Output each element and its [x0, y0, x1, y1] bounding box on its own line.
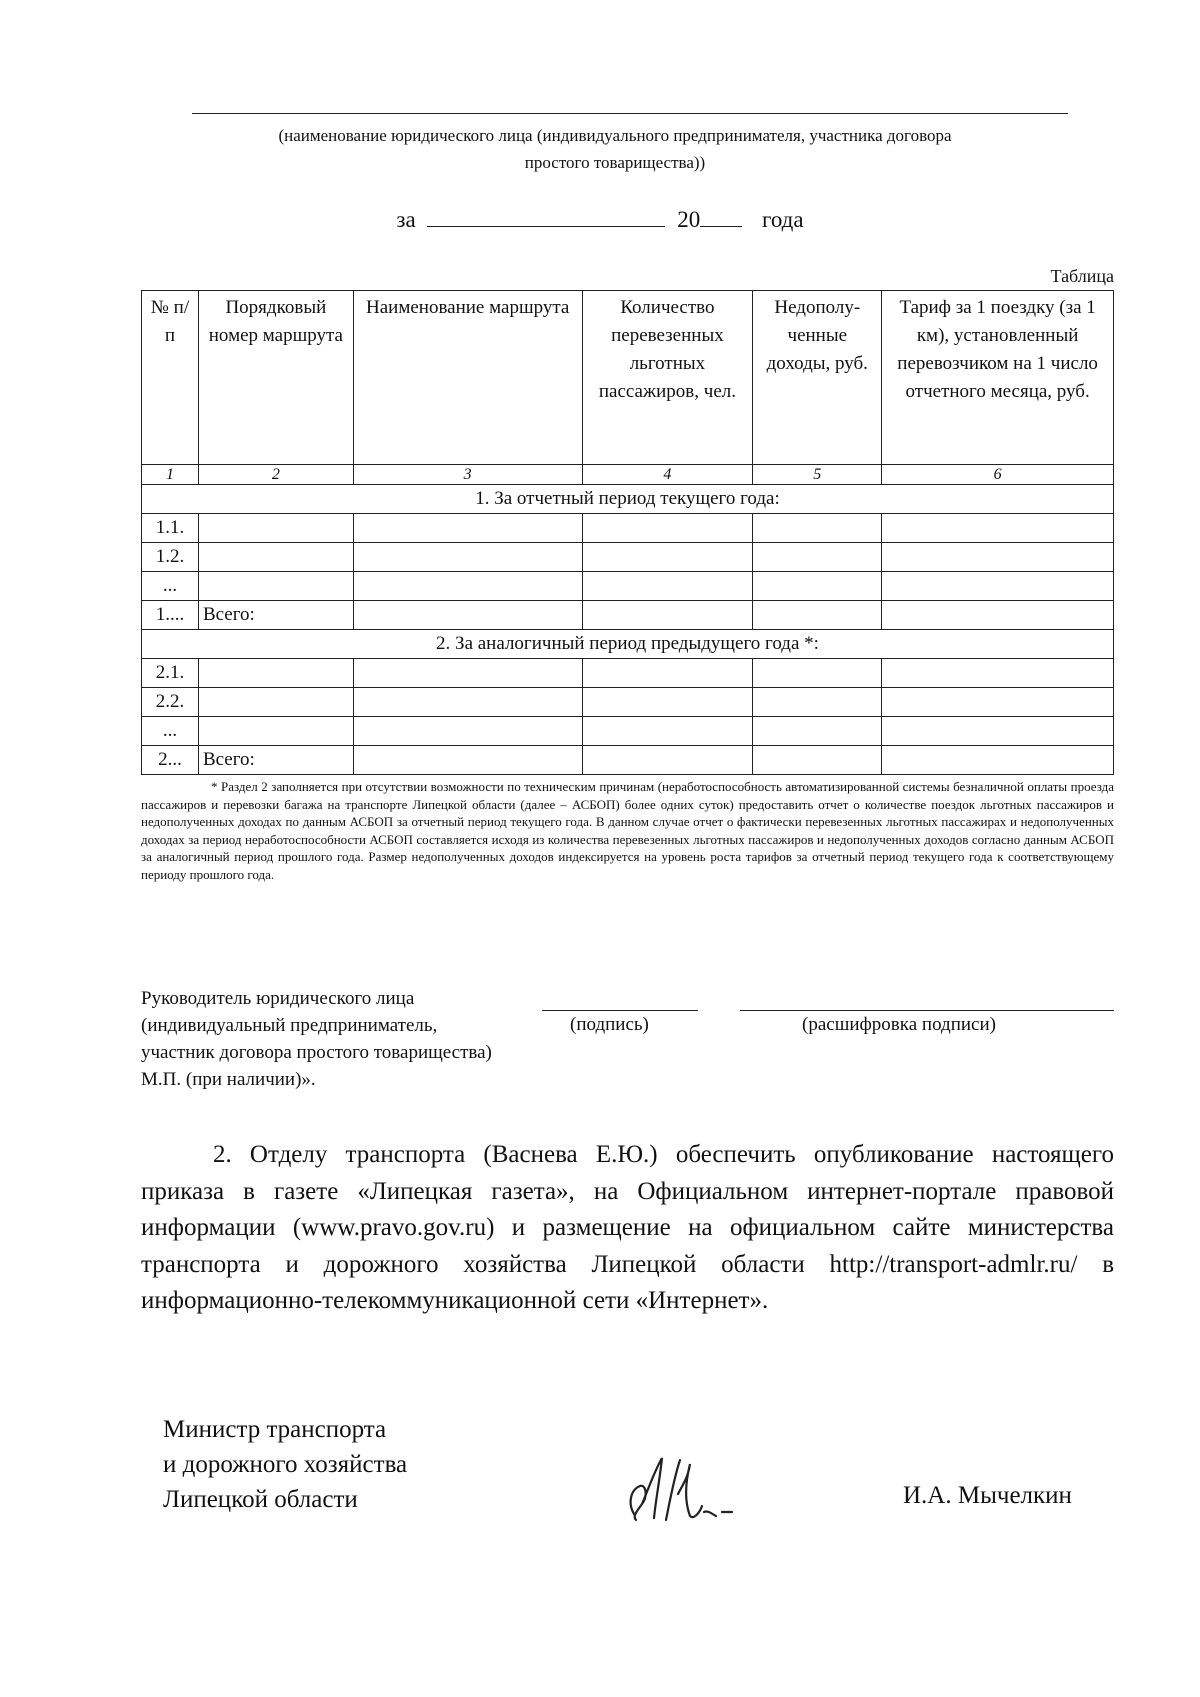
column-number: 6 [882, 465, 1114, 485]
signature-block-line2: (индивидуальный предприниматель, [141, 1015, 438, 1036]
column-number: 2 [198, 465, 353, 485]
cell [582, 514, 753, 543]
period-prefix: за [396, 207, 416, 232]
table-row [142, 688, 1114, 717]
route-number-cell [198, 688, 353, 717]
row-number: ... [142, 572, 199, 601]
column-number-row [142, 465, 1114, 485]
cell [753, 717, 882, 746]
cell [582, 572, 753, 601]
route-number-cell [198, 659, 353, 688]
cell [753, 601, 882, 630]
cell [353, 543, 582, 572]
route-number-cell [198, 514, 353, 543]
signature-block-line3: участник договора простого товарищества) [141, 1042, 492, 1063]
minister-title [163, 1412, 407, 1517]
table-row [142, 514, 1114, 543]
table-row-total [142, 601, 1114, 630]
report-period [0, 206, 1200, 233]
signature-line [542, 1010, 698, 1011]
period-month-blank [427, 206, 665, 227]
table-row [142, 659, 1114, 688]
cell [582, 659, 753, 688]
cell [753, 688, 882, 717]
minister-title-line1: Министр транспорта [163, 1416, 387, 1443]
table-row [142, 572, 1114, 601]
cell [353, 717, 582, 746]
header-cell: Порядковый номер маршрута [198, 291, 353, 465]
minister-title-line3: Липецкой области [163, 1486, 358, 1513]
row-number: 1.1. [142, 514, 199, 543]
column-number: 4 [582, 465, 753, 485]
table-header-row [142, 291, 1114, 465]
signature-block-line4: М.П. (при наличии)». [141, 1069, 316, 1090]
report-table [141, 290, 1114, 775]
total-label: Всего: [198, 746, 353, 775]
cell [582, 543, 753, 572]
table-label: Таблица [1050, 266, 1114, 286]
row-number: 1.2. [142, 543, 199, 572]
org-name-line [192, 113, 1068, 114]
signature-block [141, 985, 492, 1093]
period-year-blank [700, 206, 742, 227]
table-row [142, 543, 1114, 572]
period-suffix: года [761, 207, 804, 232]
section-row [142, 485, 1114, 514]
header-cell: Количество перевезенных льготных пассажиров, чел. [582, 291, 753, 465]
org-name-caption [150, 122, 1080, 176]
row-number: 2.2. [142, 688, 199, 717]
row-number: 1.... [142, 601, 199, 630]
minister-title-line2: и дорожного хозяйства [163, 1451, 408, 1478]
row-number: 2... [142, 746, 199, 775]
org-caption-line2: простого товарищества)) [524, 153, 706, 172]
cell [353, 572, 582, 601]
cell [753, 514, 882, 543]
column-number: 1 [142, 465, 199, 485]
cell [882, 572, 1114, 601]
row-number: 2.1. [142, 659, 199, 688]
signature-decoding-caption: (расшифровка подписи) [802, 1014, 996, 1035]
section-row [142, 630, 1114, 659]
cell [882, 601, 1114, 630]
section1-title: 1. За отчетный период текущего года: [142, 485, 1114, 514]
signature-block-line1: Руководитель юридического лица [141, 988, 415, 1009]
period-year-prefix: 20 [677, 207, 701, 232]
cell [582, 601, 753, 630]
route-number-cell [198, 717, 353, 746]
cell [882, 688, 1114, 717]
cell [353, 601, 582, 630]
cell [582, 746, 753, 775]
column-number: 5 [753, 465, 882, 485]
route-number-cell [198, 543, 353, 572]
cell [582, 688, 753, 717]
cell [882, 543, 1114, 572]
cell [882, 659, 1114, 688]
table-row [142, 717, 1114, 746]
cell [353, 514, 582, 543]
header-cell: № п/п [142, 291, 199, 465]
header-cell: Наименование маршрута [353, 291, 582, 465]
route-number-cell [198, 572, 353, 601]
cell [353, 746, 582, 775]
header-cell: Тариф за 1 поездку (за 1 км), установленный перевозчиком на 1 число отчетного месяца, руб. [882, 291, 1114, 465]
table-row-total [142, 746, 1114, 775]
cell [753, 746, 882, 775]
footnote: * Раздел 2 заполняется при отсутствии возможности по техническим причинам (неработоспособность автоматизированной системы безналичной оплаты проезда пассажиров и перевозки багажа на транспорте Липецкой области (далее – АСБОП) более одних суток) предоставить отчет о количестве поездок льготных пассажиров и недополученных доходах по данным АСБОП за отчетный период текущего года. В данном случае отчет о фактически перевезенных льготных пассажирах и недополученных доходах за период неработоспособности АСБОП составляется исходя из количества перевезенных льготных пассажиров и недополученных доходов согласно данным АСБОП за аналогичный период прошлого года. Размер недополученных доходов индексируется на уровень роста тарифов за отчетный период текущего года к соответствующему периоду прошлого года. [141, 779, 1114, 882]
org-caption-line1: (наименование юридического лица (индивидуального предпринимателя, участника договора [278, 126, 952, 145]
cell [882, 514, 1114, 543]
column-number: 3 [353, 465, 582, 485]
cell [882, 746, 1114, 775]
row-number: ... [142, 717, 199, 746]
cell [753, 659, 882, 688]
cell [582, 717, 753, 746]
cell [753, 543, 882, 572]
signature-caption: (подпись) [570, 1014, 649, 1035]
section2-title: 2. За аналогичный период предыдущего года *: [142, 630, 1114, 659]
header-cell: Недополу-ченные доходы, руб. [753, 291, 882, 465]
signature-decoding-line [740, 1010, 1114, 1011]
paragraph-2: 2. Отделу транспорта (Васнева Е.Ю.) обеспечить опубликование настоящего приказа в газете «Липецкая газета», на Официальном интернет-портале правовой информации (www.pravo.gov.ru) и размещение на официальном сайте министерства транспорта и дорожного хозяйства Липецкой области http://transport-admlr.ru/ в информационно-телекоммуникационной сети «Интернет». [141, 1141, 1114, 1314]
total-label: Всего: [198, 601, 353, 630]
minister-name: И.А. Мычелкин [903, 1482, 1072, 1509]
handwritten-signature [620, 1450, 740, 1530]
cell [353, 659, 582, 688]
cell [353, 688, 582, 717]
cell [882, 717, 1114, 746]
cell [753, 572, 882, 601]
